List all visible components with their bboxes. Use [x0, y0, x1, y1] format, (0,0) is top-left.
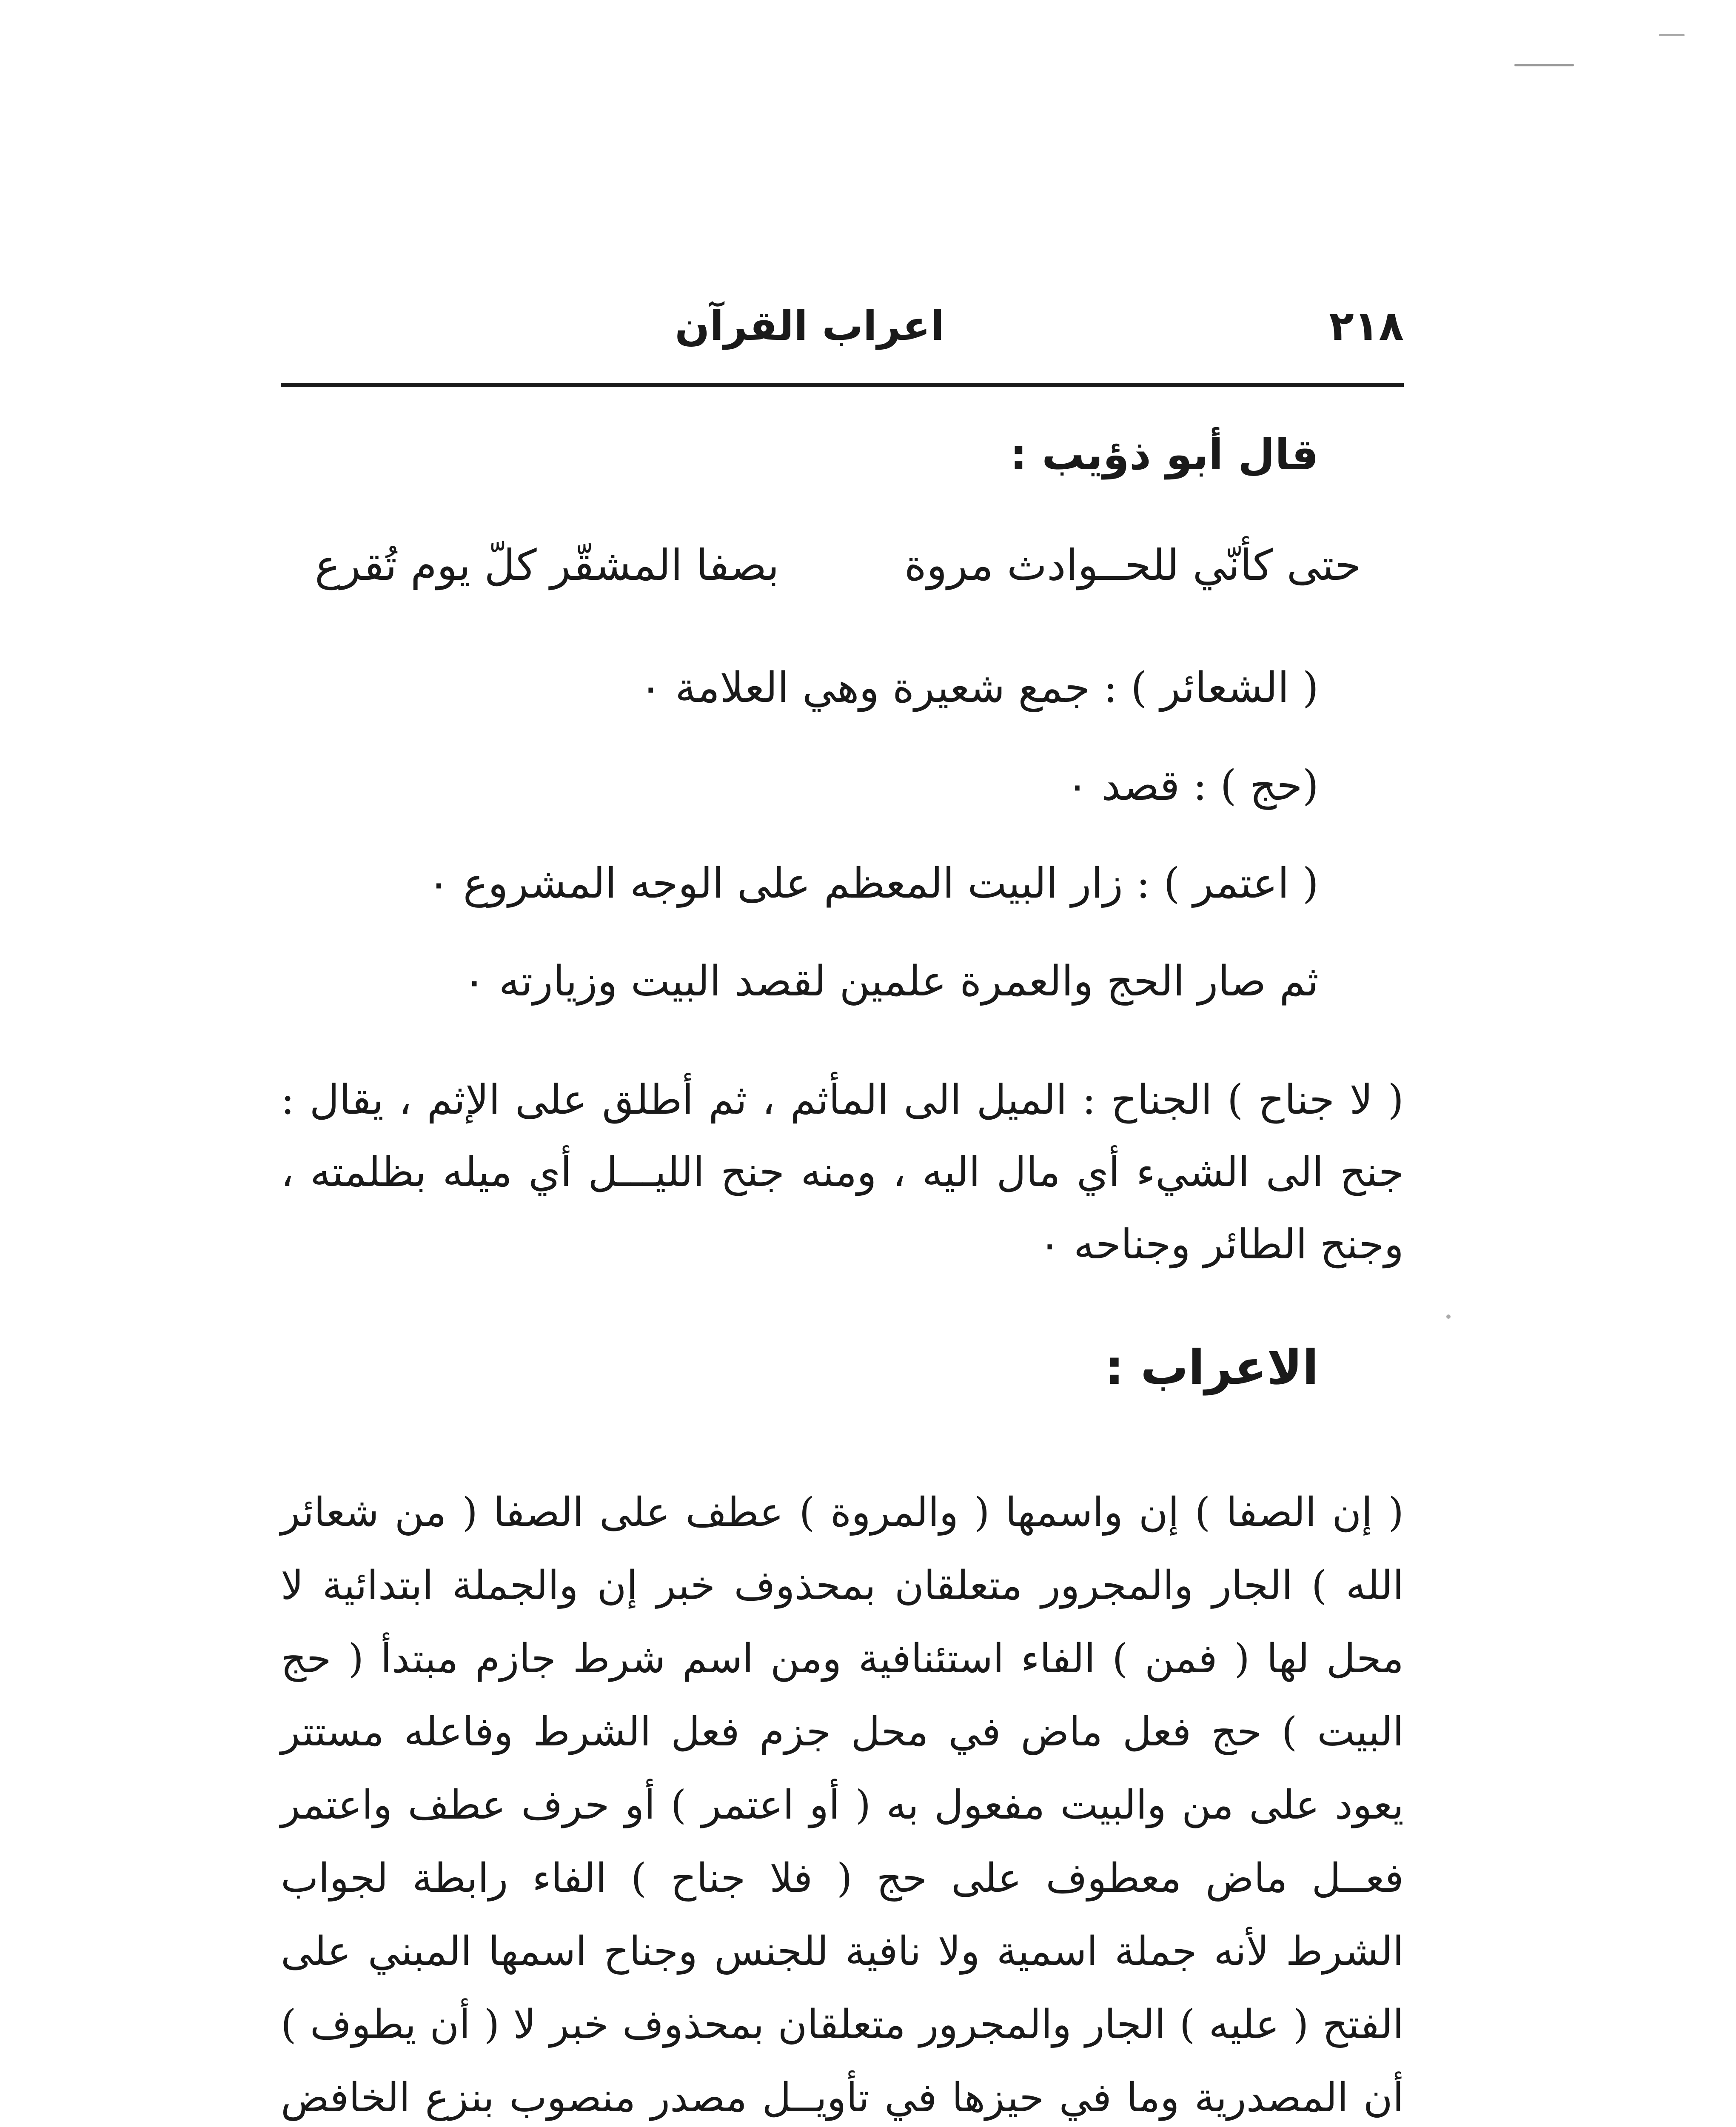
running-title: اعراب القرآن — [675, 302, 944, 350]
page-number: ٢١٨ — [1329, 302, 1404, 350]
verse-second-hemistich: بصفا المشقّر كلّ يوم تُقرع — [315, 540, 779, 590]
page-header — [281, 298, 1404, 353]
definition-hajj: (حج ) : قصد ٠ — [1066, 761, 1319, 810]
verse-first-hemistich: حتى كأنّي للحــوادث مروة — [904, 540, 1361, 590]
scan-speck — [1514, 64, 1574, 66]
definition-summary: ثم صار الحج والعمرة علمين لقصد البيت وزيارته ٠ — [463, 957, 1319, 1006]
junah-paragraph: ( لا جناح ) الجناح : الميل الى المأثم ، ثم أطلق على الإثم ، يقال : جنح الى الشيء أي مال اليه ، ومنه جنح الليـــل أي ميله بظلمته ، وجنح الطائر وجناحه ٠ — [281, 1076, 1404, 1268]
poet-attribution: قال أبو ذؤيب : — [1010, 430, 1319, 479]
scan-speck — [1446, 1314, 1451, 1319]
header-rule — [281, 383, 1404, 387]
i3rab-heading: الاعراب : — [1105, 1340, 1319, 1395]
i3rab-paragraph: ( إن الصفا ) إن واسمها ( والمروة ) عطف على الصفا ( من شعائر الله ) الجار والمجرور متعلقان بمحذوف خبر إن والجملة ابتدائية لا محل لها ( فمن ) الفاء استئنافية ومن اسم شرط جازم مبتدأ ( حج البيت ) حج فعل ماض في محل جزم فعل الشرط وفاعله مستتر يعود على من والبيت مفعول به ( أو اعتمر ) أو حرف عطف واعتمر فعــل ماض معطوف على حج ( فلا جناح ) الفاء رابطة لجواب الشرط لأنه جملة اسمية ولا نافية للجنس وجناح اسمها المبني على الفتح ( عليه ) الجار والمجرور متعلقان بمحذوف خبر لا ( أن يطوف ) أن المصدرية وما في حيزها في تأويــل مصدر منصوب بنزع الخافض — [281, 1489, 1404, 2121]
definition-sha3a2ir: ( الشعائر ) : جمع شعيرة وهي العلامة ٠ — [639, 664, 1319, 712]
poetry-verse — [315, 540, 1361, 600]
scan-speck — [1659, 34, 1685, 36]
definition-i3tamar: ( اعتمر ) : زار البيت المعظم على الوجه المشروع ٠ — [427, 859, 1319, 908]
